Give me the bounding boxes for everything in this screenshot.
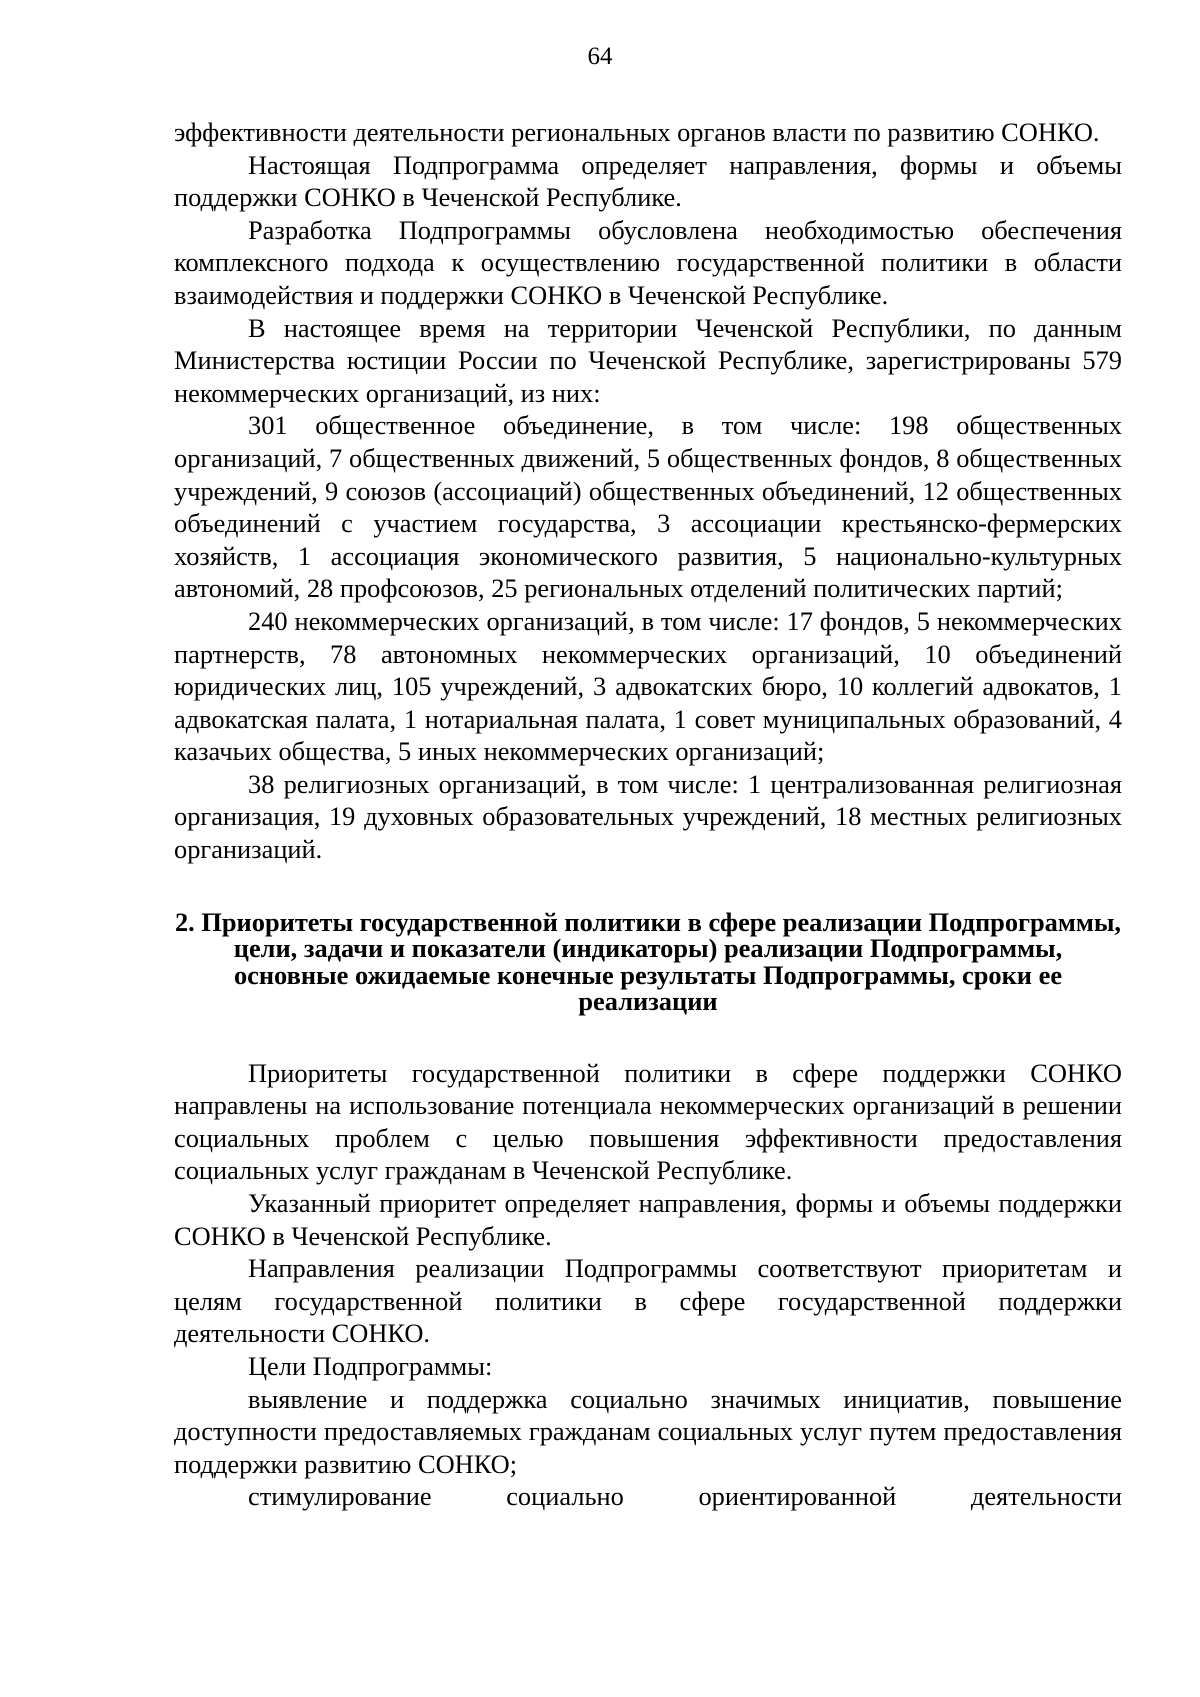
list-item-goal: выявление и поддержка социально значимых инициатив, повышение доступности предоставляемых гражданам социальных услуг путем предоставления поддержки развитию СОНКО; xyxy=(174,1383,1122,1479)
paragraph-continuation: эффективности деятельности региональных органов власти по развитию СОНКО. xyxy=(174,117,1100,147)
paragraph-goals-label: Цели Подпрограммы: xyxy=(248,1351,493,1381)
list-item-goal: стимулирование социально ориентированной деятельности xyxy=(248,1481,1122,1512)
paragraph-religious-organizations: 38 религиозных организаций, в том числе: 1 централизованная религиозная организация, 19 духовных образовательных учреждений, 18 местных религиозных организаций. xyxy=(174,768,1122,865)
paragraph: Указанный приоритет определяет направления, формы и объемы поддержки СОНКО в Чеченской Республике. xyxy=(174,1188,1122,1251)
paragraph-nonprofit-organizations: 240 некоммерческих организаций, в том числе: 17 фондов, 5 некоммерческих партнерств, 78 автономных некоммерческих организаций, 10 объединений юридических лиц, 105 учреждений, 3 адвокатских бюро, 10 коллегий адвокатов, 1 адвокатская палата, 1 нотариальная палата, 1 совет муниципальных образований, 4 казачьих общества, 5 иных некоммерческих организаций; xyxy=(174,605,1122,767)
paragraph: Направления реализации Подпрограммы соответствуют приоритетам и целям государственной политики в сфере государственной поддержки деятельности СОНКО. xyxy=(174,1253,1122,1349)
paragraph: Настоящая Подпрограмма определяет направления, формы и объемы поддержки СОНКО в Чеченской Республике. xyxy=(174,149,1122,213)
paragraph-public-associations: 301 общественное объединение, в том числе: 198 общественных организаций, 7 общественных движений, 5 общественных фондов, 8 общественных учреждений, 9 союзов (ассоциаций) общественных объединений, 12 общественных объединений с участием государства, 3 ассоциации крестьянско-фермерских хозяйств, 1 ассоциация экономического развития, 5 национально-культурных автономий, 28 профсоюзов, 25 региональных отделений политических партий; xyxy=(174,410,1122,604)
section-heading: 2. Приоритеты государственной политики в сфере реализации Подпрограммы, цели, задачи и показатели (индикаторы) реализации Подпрограммы, основные ожидаемые конечные результаты Подпрограммы, сроки ее реализации xyxy=(174,906,1122,1017)
paragraph: В настоящее время на территории Чеченской Республики, по данным Министерства юстиции России по Чеченской Республике, зарегистрированы 579 некоммерческих организаций, из них: xyxy=(174,312,1122,408)
page-number: 64 xyxy=(587,43,613,70)
paragraph: Приоритеты государственной политики в сфере поддержки СОНКО направлены на использование потенциала некоммерческих организаций в решении социальных проблем с целью повышения эффективности предоставления социальных услуг гражданам в Чеченской Республике. xyxy=(174,1057,1122,1186)
document-body xyxy=(174,116,1122,1513)
paragraph: Разработка Подпрограммы обусловлена необходимостью обеспечения комплексного подхода к осуществлению государственной политики в области взаимодействия и поддержки СОНКО в Чеченской Республике. xyxy=(174,214,1122,310)
